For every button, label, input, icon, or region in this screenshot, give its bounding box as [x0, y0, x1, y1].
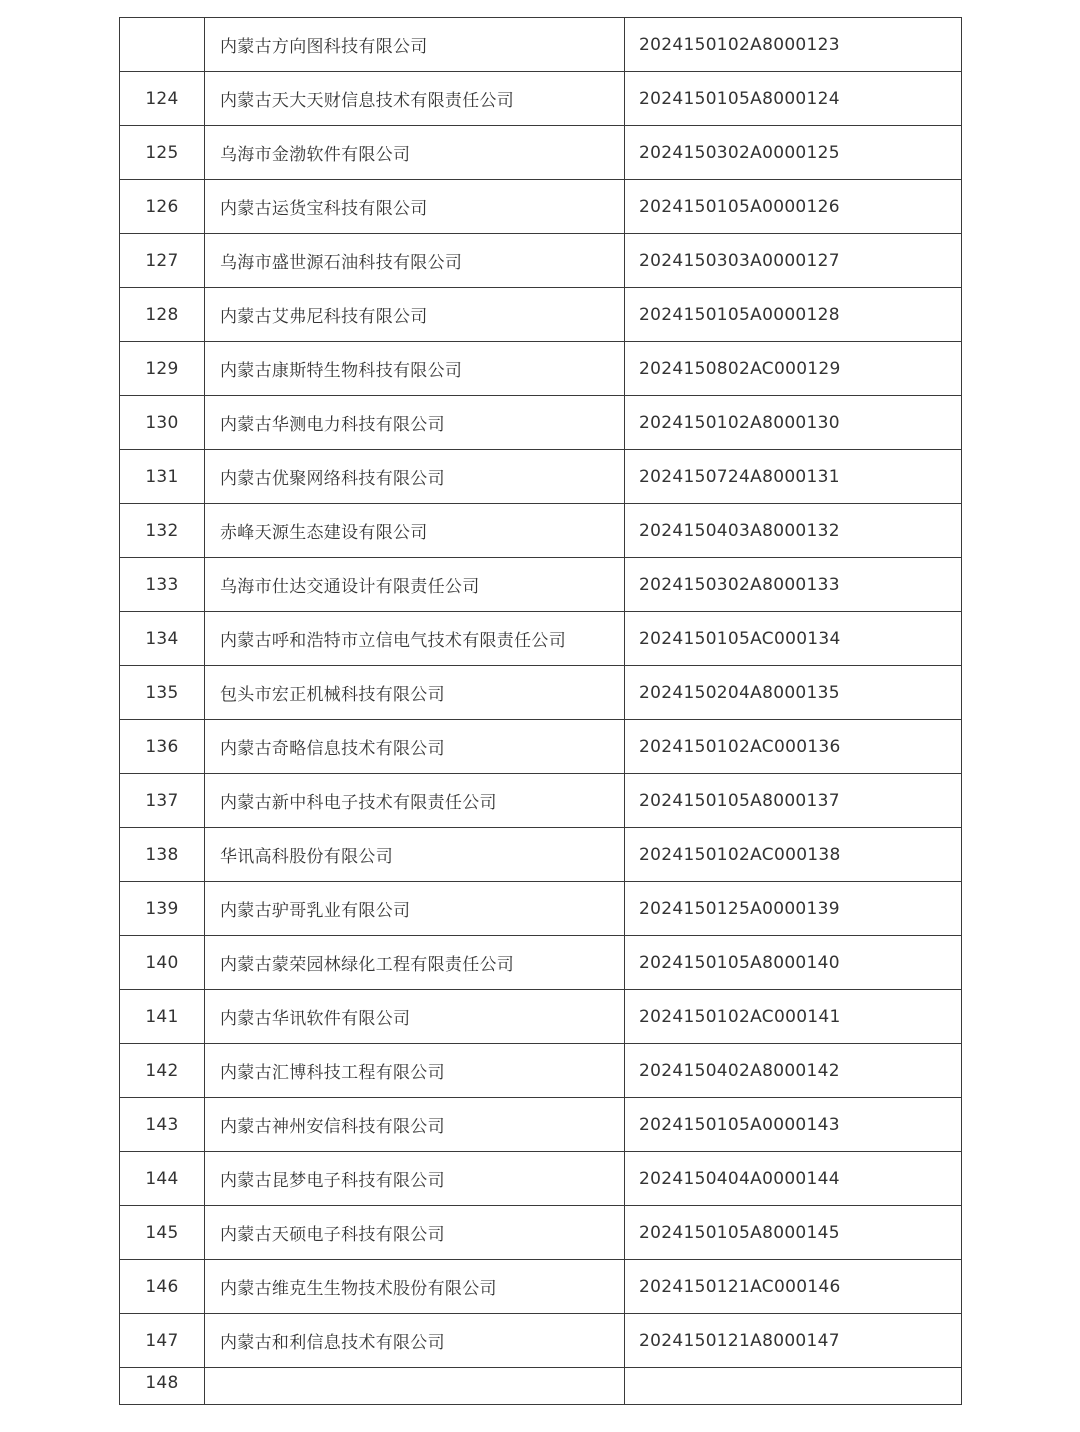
table-row — [120, 18, 962, 72]
row-number: 139 — [120, 882, 205, 936]
registration-code: 2024150105A0000126 — [625, 180, 962, 234]
company-name: 内蒙古维克生生物技术股份有限公司 — [205, 1260, 625, 1314]
company-name: 内蒙古奇略信息技术有限公司 — [205, 720, 625, 774]
company-name: 赤峰天源生态建设有限公司 — [205, 504, 625, 558]
registration-code: 2024150204A8000135 — [625, 666, 962, 720]
row-number: 129 — [120, 342, 205, 396]
row-number: 143 — [120, 1098, 205, 1152]
row-number: 147 — [120, 1314, 205, 1368]
registration-code: 2024150802AC000129 — [625, 342, 962, 396]
registration-code: 2024150125A0000139 — [625, 882, 962, 936]
table-row — [120, 1098, 962, 1152]
row-number: 138 — [120, 828, 205, 882]
company-name: 内蒙古昆梦电子科技有限公司 — [205, 1152, 625, 1206]
company-name: 内蒙古呼和浩特市立信电气技术有限责任公司 — [205, 612, 625, 666]
row-number: 141 — [120, 990, 205, 1044]
registration-code: 2024150105A0000128 — [625, 288, 962, 342]
registration-code: 2024150303A0000127 — [625, 234, 962, 288]
table-row — [120, 288, 962, 342]
table-row — [120, 450, 962, 504]
registration-code: 2024150121A8000147 — [625, 1314, 962, 1368]
table-row — [120, 882, 962, 936]
company-name: 内蒙古蒙荣园林绿化工程有限责任公司 — [205, 936, 625, 990]
registration-code: 2024150102A8000130 — [625, 396, 962, 450]
registration-code: 2024150102A8000123 — [625, 18, 962, 72]
row-number: 136 — [120, 720, 205, 774]
row-number: 146 — [120, 1260, 205, 1314]
row-number: 133 — [120, 558, 205, 612]
company-name: 内蒙古运货宝科技有限公司 — [205, 180, 625, 234]
table-row — [120, 666, 962, 720]
company-name: 内蒙古汇博科技工程有限公司 — [205, 1044, 625, 1098]
table-row — [120, 558, 962, 612]
company-name — [205, 1368, 625, 1405]
registration-code: 2024150105A8000137 — [625, 774, 962, 828]
table-row — [120, 72, 962, 126]
row-number: 142 — [120, 1044, 205, 1098]
company-list-sheet — [119, 17, 961, 1405]
registration-code: 2024150102AC000141 — [625, 990, 962, 1044]
table-row — [120, 720, 962, 774]
company-name: 内蒙古优聚网络科技有限公司 — [205, 450, 625, 504]
table-row — [120, 1206, 962, 1260]
row-number: 140 — [120, 936, 205, 990]
company-name: 华讯高科股份有限公司 — [205, 828, 625, 882]
company-table — [119, 17, 962, 1405]
row-number: 127 — [120, 234, 205, 288]
registration-code — [625, 1368, 962, 1405]
company-name: 内蒙古神州安信科技有限公司 — [205, 1098, 625, 1152]
registration-code: 2024150105A8000145 — [625, 1206, 962, 1260]
company-name: 乌海市金渤软件有限公司 — [205, 126, 625, 180]
company-name: 内蒙古华测电力科技有限公司 — [205, 396, 625, 450]
registration-code: 2024150403A8000132 — [625, 504, 962, 558]
table-row — [120, 1260, 962, 1314]
company-name: 内蒙古天大天财信息技术有限责任公司 — [205, 72, 625, 126]
row-number: 137 — [120, 774, 205, 828]
row-number: 134 — [120, 612, 205, 666]
table-row — [120, 126, 962, 180]
row-number: 124 — [120, 72, 205, 126]
table-row — [120, 612, 962, 666]
registration-code: 2024150105A0000143 — [625, 1098, 962, 1152]
table-row — [120, 1044, 962, 1098]
registration-code: 2024150402A8000142 — [625, 1044, 962, 1098]
table-row — [120, 1314, 962, 1368]
registration-code: 2024150105A8000140 — [625, 936, 962, 990]
company-name: 内蒙古康斯特生物科技有限公司 — [205, 342, 625, 396]
row-number: 125 — [120, 126, 205, 180]
row-number: 130 — [120, 396, 205, 450]
table-row — [120, 990, 962, 1044]
table-row — [120, 774, 962, 828]
company-name: 包头市宏正机械科技有限公司 — [205, 666, 625, 720]
registration-code: 2024150121AC000146 — [625, 1260, 962, 1314]
registration-code: 2024150102AC000138 — [625, 828, 962, 882]
table-row — [120, 180, 962, 234]
company-name: 内蒙古天硕电子科技有限公司 — [205, 1206, 625, 1260]
table-row — [120, 936, 962, 990]
table-row — [120, 1152, 962, 1206]
registration-code: 2024150105AC000134 — [625, 612, 962, 666]
table-row — [120, 234, 962, 288]
row-number: 145 — [120, 1206, 205, 1260]
row-number: 148 — [120, 1368, 205, 1405]
company-name: 内蒙古华讯软件有限公司 — [205, 990, 625, 1044]
table-row — [120, 504, 962, 558]
registration-code: 2024150302A8000133 — [625, 558, 962, 612]
company-name: 内蒙古方向图科技有限公司 — [205, 18, 625, 72]
row-number: 131 — [120, 450, 205, 504]
row-number: 126 — [120, 180, 205, 234]
table-row — [120, 342, 962, 396]
company-name: 内蒙古艾弗尼科技有限公司 — [205, 288, 625, 342]
registration-code: 2024150302A0000125 — [625, 126, 962, 180]
table-row — [120, 828, 962, 882]
table-row — [120, 396, 962, 450]
company-name: 内蒙古新中科电子技术有限责任公司 — [205, 774, 625, 828]
registration-code: 2024150404A0000144 — [625, 1152, 962, 1206]
row-number: 144 — [120, 1152, 205, 1206]
company-name: 内蒙古驴哥乳业有限公司 — [205, 882, 625, 936]
company-name: 内蒙古和利信息技术有限公司 — [205, 1314, 625, 1368]
row-number: 128 — [120, 288, 205, 342]
row-number: 132 — [120, 504, 205, 558]
registration-code: 2024150724A8000131 — [625, 450, 962, 504]
company-name: 乌海市仕达交通设计有限责任公司 — [205, 558, 625, 612]
row-number: 135 — [120, 666, 205, 720]
registration-code: 2024150105A8000124 — [625, 72, 962, 126]
registration-code: 2024150102AC000136 — [625, 720, 962, 774]
row-number — [120, 18, 205, 72]
table-row — [120, 1368, 962, 1405]
company-name: 乌海市盛世源石油科技有限公司 — [205, 234, 625, 288]
